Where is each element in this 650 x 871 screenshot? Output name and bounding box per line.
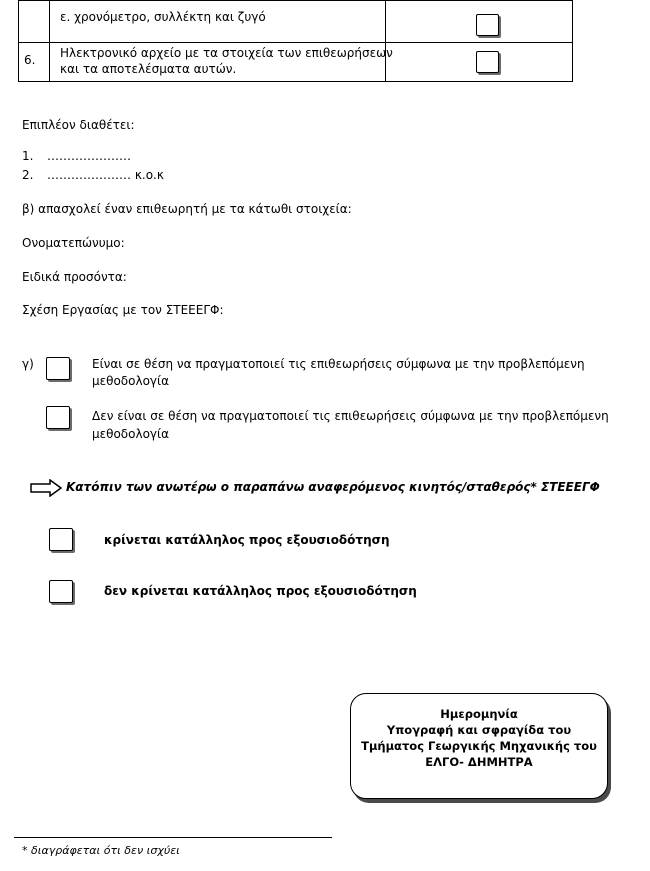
table-row-checkbox[interactable] [476, 51, 499, 73]
table-col-divider [49, 0, 50, 82]
footnote: * διαγράφεται ότι δεν ισχύει [22, 844, 180, 857]
not-capable-option-text: Δεν είναι σε θέση να πραγματοποιεί τις επιθεωρήσεις σύμφωνα με την προβλεπόμενη [92, 409, 609, 423]
capable-checkbox[interactable] [46, 357, 70, 380]
not-capable-checkbox[interactable] [46, 406, 70, 429]
list-item: ………………… κ.ο.κ [47, 168, 164, 182]
list-item: ………………… [47, 149, 131, 163]
section-c-label: γ) [22, 357, 34, 371]
table-border-bottom [18, 81, 573, 82]
table-border-left [18, 0, 19, 82]
table-border-right [572, 0, 573, 82]
right-arrow-icon [30, 479, 62, 497]
list-item-number: 2. [22, 168, 34, 182]
signature-stamp-label: Υπογραφή και σφραγίδα του [386, 723, 572, 737]
not-suitable-option-text: δεν κρίνεται κατάλληλος προς εξουσιοδότηση [104, 584, 417, 598]
capable-option-text: Είναι σε θέση να πραγματοποιεί τις επιθεωρήσεις σύμφωνα με την προβλεπόμενη [92, 357, 585, 371]
not-suitable-checkbox[interactable] [49, 580, 73, 603]
table-row-checkbox[interactable] [476, 14, 499, 36]
table-row-number: 6. [24, 53, 36, 67]
signature-box [350, 693, 608, 799]
conclusion-text: Κατόπιν των ανωτέρω ο παραπάνω αναφερόμενος κινητός/σταθερός* ΣΤΕΕΕΓΦ [66, 480, 600, 494]
suitable-checkbox[interactable] [49, 528, 73, 551]
table-col-divider [385, 0, 386, 82]
field-label-qualifications: Ειδικά προσόντα: [22, 270, 127, 284]
table-border-top [18, 0, 573, 1]
inspection-equipment-table [18, 0, 573, 82]
field-label-employment: Σχέση Εργασίας με τον ΣΤΕΕΕΓΦ: [22, 303, 224, 317]
capable-option-text: μεθοδολογία [92, 374, 170, 388]
signature-organization-label: ΕΛΓΟ- ΔΗΜΗΤΡΑ [425, 755, 533, 769]
table-row-text: Ηλεκτρονικό αρχείο με τα στοιχεία των επιθεωρήσεων [60, 46, 393, 60]
signature-department-label: Τμήματος Γεωργικής Μηχανικής του [361, 739, 597, 753]
table-row-text: ε. χρονόμετρο, συλλέκτη και ζυγό [60, 10, 266, 24]
extra-heading: Επιπλέον διαθέτει: [22, 118, 135, 132]
footnote-divider [14, 837, 332, 838]
field-label-name: Ονοματεπώνυμο: [22, 236, 125, 250]
table-row-divider [18, 42, 573, 43]
suitable-option-text: κρίνεται κατάλληλος προς εξουσιοδότηση [104, 533, 390, 547]
list-item-number: 1. [22, 149, 34, 163]
table-row-text: και τα αποτελέσματα αυτών. [60, 62, 237, 76]
not-capable-option-text: μεθοδολογία [92, 427, 170, 441]
section-b-intro: β) απασχολεί έναν επιθεωρητή με τα κάτωθι στοιχεία: [22, 202, 352, 216]
signature-date-label: Ημερομηνία [440, 707, 518, 721]
